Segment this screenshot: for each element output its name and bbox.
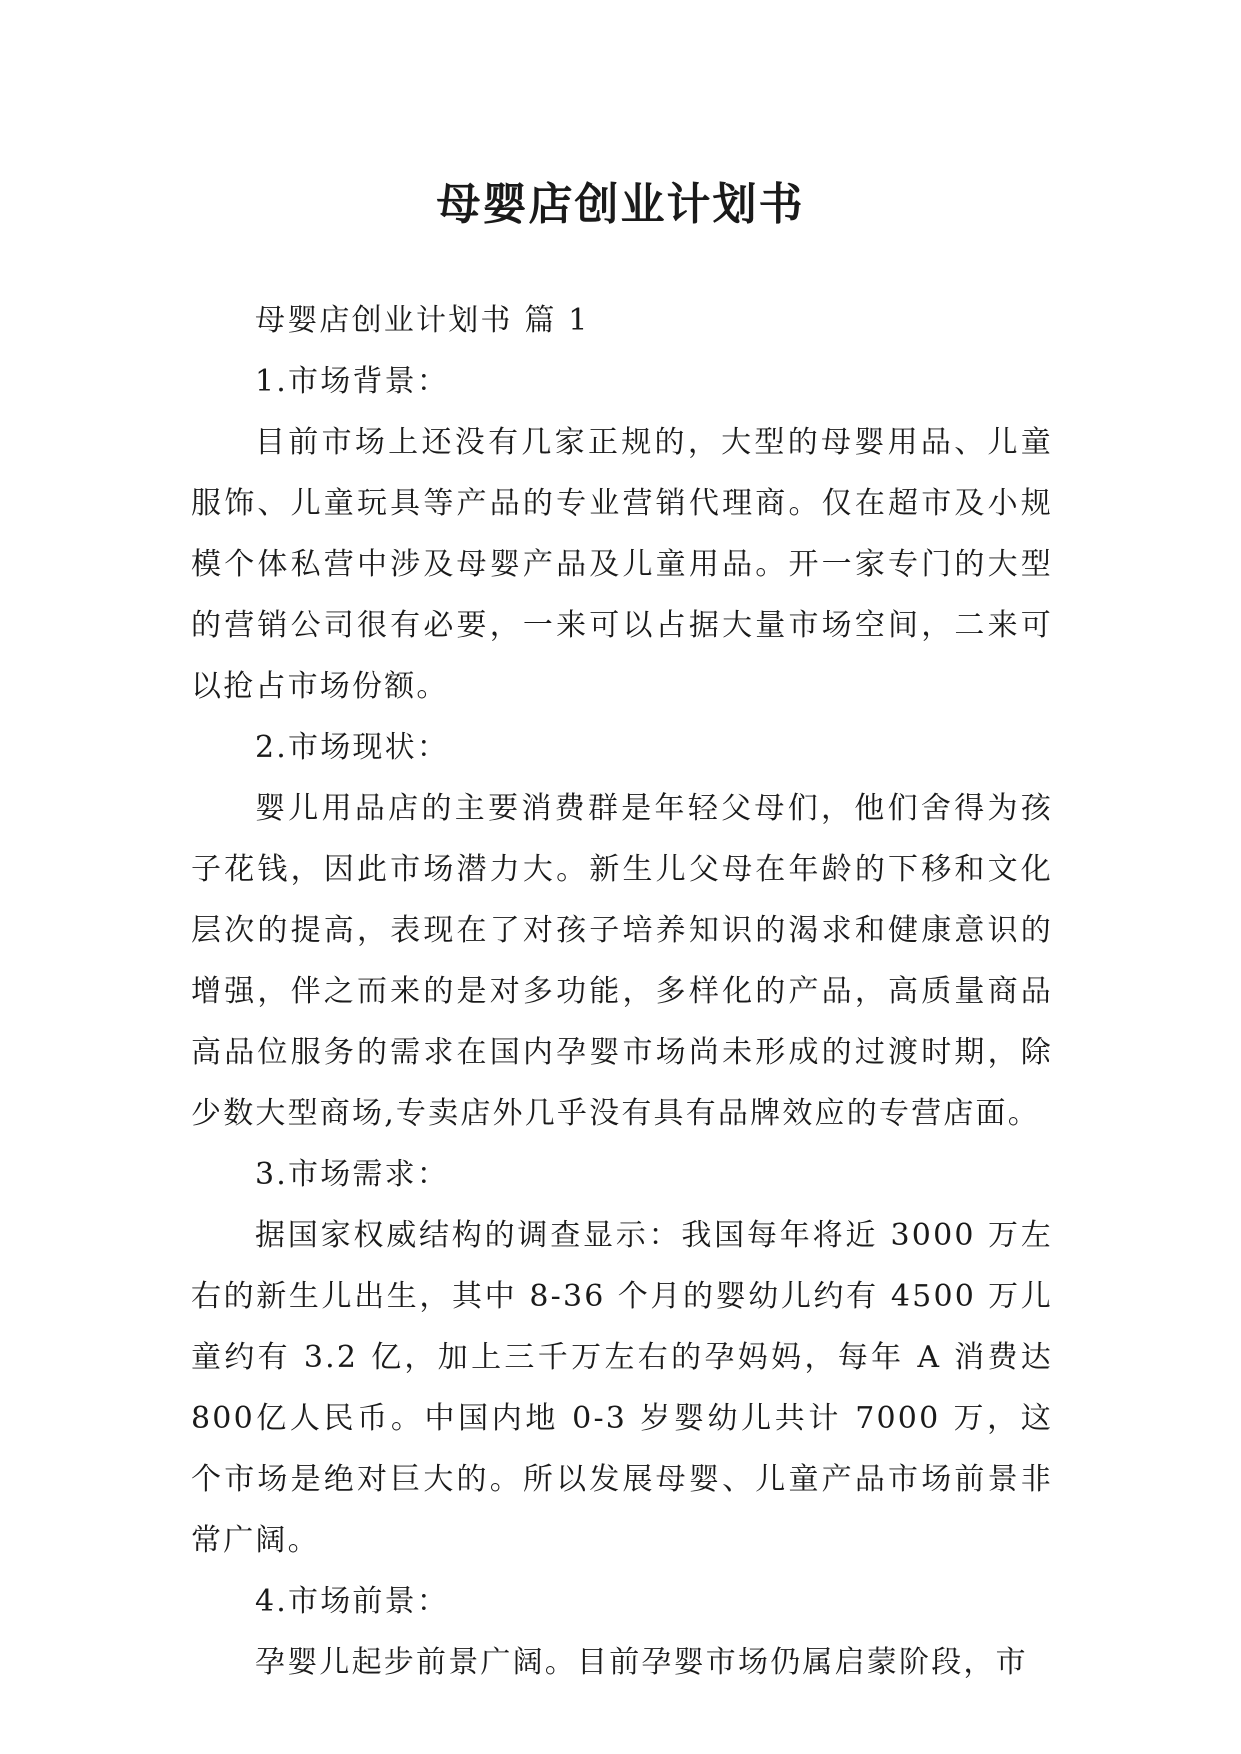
section-heading: 母婴店创业计划书 篇 1 [255,303,590,338]
document-title: 母婴店创业计划书 [436,179,805,231]
paragraph: 据国家权威结构的调查显示：我国每年将近 3000 万左右的新生儿出生，其中 8-36 个月的婴幼儿约有 4500 万儿童约有 3.2 亿，加上三千万左右的孕妈妈，每年 A 消费达 800亿人民币。中国内地 0-3 岁婴幼儿共计 7000 万，这个市场是绝对巨大的。所以发展母婴、儿童产品市场前景非常广阔。 [191,1218,1053,1558]
paragraph: 孕婴儿起步前景广阔。目前孕婴市场仍属启蒙阶段，市 [255,1645,1028,1680]
paragraph: 婴儿用品店的主要消费群是年轻父母们，他们舍得为孩子花钱，因此市场潜力大。新生儿父母在年龄的下移和文化层次的提高，表现在了对孩子培养知识的渴求和健康意识的增强，伴之而来的是对多功能，多样化的产品，高质量商品高品位服务的需求在国内孕婴市场尚未形成的过渡时期，除少数大型商场,专卖店外几乎没有具有品牌效应的专营店面。 [191,791,1053,1131]
document-body [191,290,1053,1693]
subheading-market-prospect: 4.市场前景： [255,1584,450,1619]
subheading-market-status: 2.市场现状： [255,730,450,765]
subheading-market-demand: 3.市场需求： [255,1157,450,1192]
subheading-market-background: 1.市场背景： [255,364,450,399]
paragraph: 目前市场上还没有几家正规的，大型的母婴用品、儿童服饰、儿童玩具等产品的专业营销代理商。仅在超市及小规模个体私营中涉及母婴产品及儿童用品。开一家专门的大型的营销公司很有必要，一来可以占据大量市场空间，二来可以抢占市场份额。 [191,425,1053,704]
